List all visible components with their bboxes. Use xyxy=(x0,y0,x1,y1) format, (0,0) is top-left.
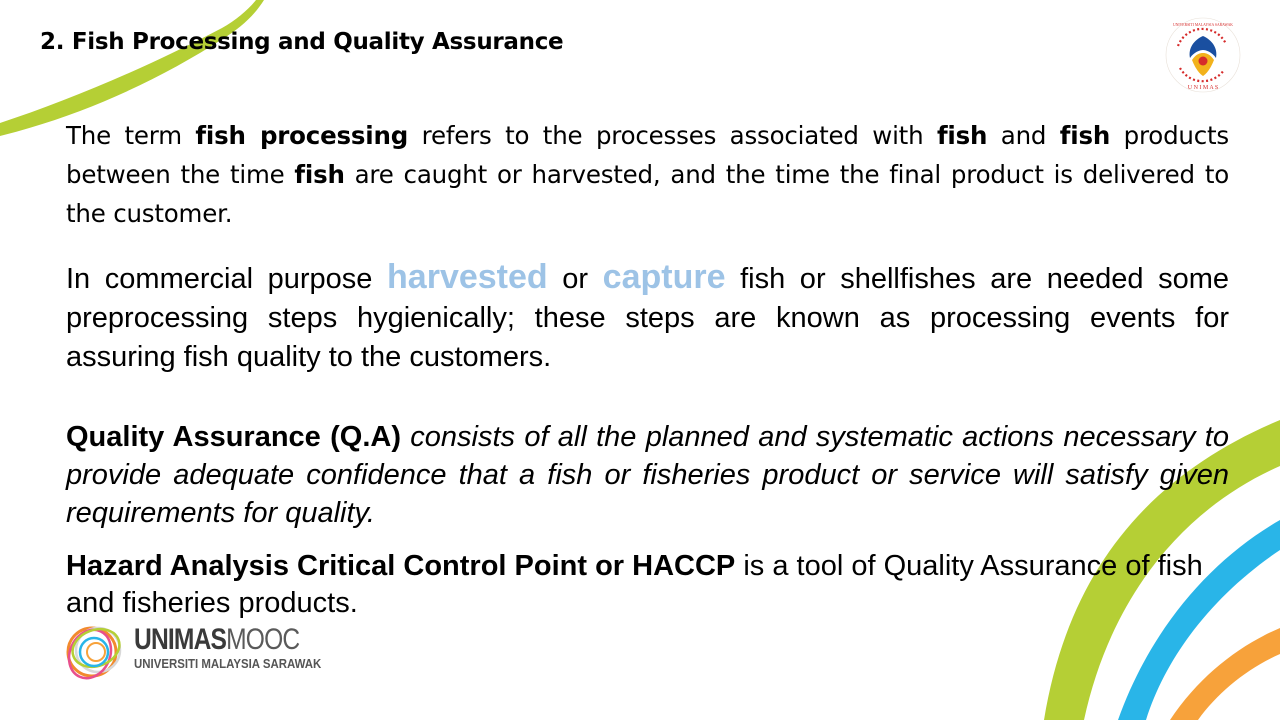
mooc-name-rest: MOOC xyxy=(226,623,300,656)
p4-text-1: is a tool of Quality Assurance of fish and fisheries products. xyxy=(66,550,1203,619)
p2-highlight-harvested: harvested xyxy=(387,258,548,296)
p1-text-1: The term xyxy=(66,121,196,150)
p1-bold-fish-processing: fish processing xyxy=(195,121,409,150)
paragraph-quality-assurance xyxy=(66,418,1229,532)
p1-text-5: are caught or harvested, and the time the final product is delivered to the customer. xyxy=(66,160,1230,228)
mooc-name-bold: UNIMAS xyxy=(134,623,227,656)
p4-bold-haccp: Hazard Analysis Critical Control Point or HACCP xyxy=(66,550,736,582)
p1-text-2: refers to the processes associated with xyxy=(408,121,937,150)
unimas-mooc-logo xyxy=(60,618,322,686)
crest-center-dot xyxy=(1199,57,1208,66)
mooc-text-block xyxy=(134,624,347,671)
p3-bold-quality-assurance: Quality Assurance (Q.A) xyxy=(66,421,401,453)
paragraph-commercial-purpose xyxy=(66,258,1229,377)
unimas-crest-logo xyxy=(1164,16,1242,94)
p1-bold-fish-3: fish xyxy=(294,160,345,189)
p1-text-4: products between the time xyxy=(66,121,1229,189)
crest-bottom-text: U N I M A S xyxy=(1187,85,1219,91)
paragraph-fish-processing xyxy=(66,116,1229,233)
mooc-subtitle: UNIVERSITI MALAYSIA SARAWAK xyxy=(134,656,322,671)
mooc-rings-icon xyxy=(60,618,132,686)
paragraph-haccp xyxy=(66,548,1229,622)
p2-text-1: In commercial purpose xyxy=(66,263,388,295)
mooc-name xyxy=(134,624,309,656)
p1-text-3: and xyxy=(987,121,1060,150)
p1-bold-fish-2: fish xyxy=(1059,121,1111,150)
p2-text-2: or xyxy=(547,263,603,295)
p2-highlight-capture: capture xyxy=(602,258,726,296)
bottom-right-orange-swoosh xyxy=(1170,628,1280,720)
crest-ring-text: UNIVERSITI MALAYSIA SARAWAK xyxy=(1173,22,1234,27)
p2-text-3: fish or shellfishes are needed some preprocessing steps hygienically; these steps are known as processing events for assuring fish quality to the customers. xyxy=(66,263,1229,373)
p1-bold-fish-1: fish xyxy=(936,121,988,150)
p3-italic-definition: consists of all the planned and systematic actions necessary to provide adequate confidence that a fish or fisheries product or service will satisfy given requirements for quality. xyxy=(66,421,1229,529)
slide-title: 2. Fish Processing and Quality Assurance xyxy=(40,29,564,55)
